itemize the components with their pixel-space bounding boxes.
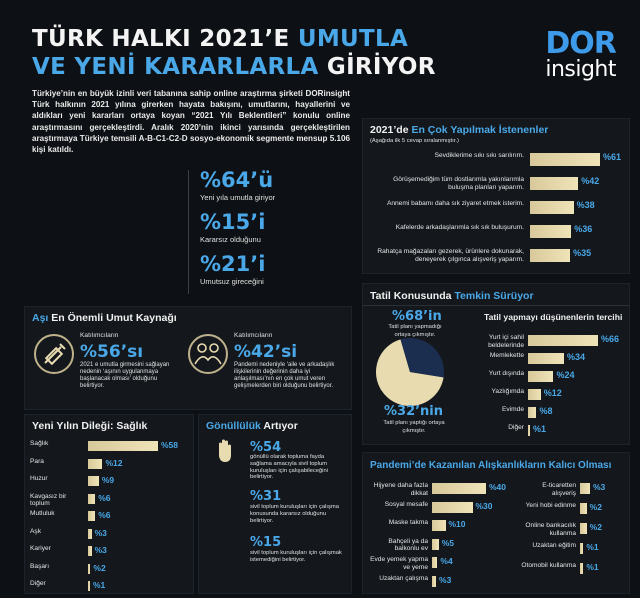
bar-label: Para xyxy=(30,457,44,465)
holiday-pie xyxy=(362,330,460,414)
bar-label: Kafelerde arkadaşlarımla sık sık buluşurum. xyxy=(395,224,524,231)
vaccine-left-text: 2021 e umutla girmesini sağlayan nedenin ‘aşının uygulanmaya başlanacak olması’ olduğunu belirtiyor. xyxy=(80,362,170,389)
outlook-label: Umutsuz gireceğini xyxy=(200,277,264,286)
bar-value: %3 xyxy=(94,545,107,555)
bar xyxy=(432,576,436,587)
bar xyxy=(88,546,92,556)
logo-bottom: insight xyxy=(545,57,616,82)
vaccine-right-pre: Katılımcıların xyxy=(234,332,273,339)
logo-top: DOR xyxy=(545,26,616,61)
vaccine-title xyxy=(32,312,177,324)
holiday-no-plan-pct: %68’in xyxy=(392,309,442,324)
bar-value: %1 xyxy=(93,580,106,590)
bar xyxy=(432,483,486,494)
top-wishes-title xyxy=(370,124,548,136)
hand-icon xyxy=(216,438,234,464)
bar-value: %38 xyxy=(576,200,595,210)
title-accent: En Çok Yapılmak İstenenler xyxy=(408,124,549,136)
bar xyxy=(528,425,530,436)
bar-value: %3 xyxy=(94,527,107,538)
bar-value: %1 xyxy=(533,424,547,434)
bar-value: %12 xyxy=(543,388,562,398)
bar-value: %2 xyxy=(93,562,106,573)
bar xyxy=(432,520,446,531)
bar-value: %2 xyxy=(589,522,602,532)
volunteer-text-2: sivil toplum kuruluşları için çalışma konusunda kararsız olduğunu belirtiyor. xyxy=(250,504,339,524)
outlook-undecided xyxy=(200,210,265,244)
bar xyxy=(580,523,587,534)
bar xyxy=(528,407,536,418)
bar-value: %3 xyxy=(439,574,452,585)
bar-label: Huzur xyxy=(30,475,48,482)
outlook-pct: %64’ü xyxy=(200,168,274,192)
bar-value: %58 xyxy=(161,440,179,450)
bar-label: Görüşemediğim tüm dostlarımla yakınlarımla buluşma planları yaparım. xyxy=(393,176,524,191)
volunteer-pct-3: %15 xyxy=(250,535,282,550)
bar-value: %3 xyxy=(593,482,606,492)
bar-label: Memlekette xyxy=(489,352,524,359)
bar xyxy=(530,249,570,262)
volunteer-pct-2: %31 xyxy=(250,489,282,504)
bar xyxy=(432,502,473,513)
bar-value: %5 xyxy=(441,537,455,548)
bar xyxy=(88,511,95,521)
bar-label: Rahatça mağazaları gezerek, ürünlere dokunarak, deneyerek çılgınca alışveriş yaparım. xyxy=(377,248,524,263)
vaccine-right-pct: %42’si xyxy=(234,342,298,362)
bar-value: %35 xyxy=(573,248,592,258)
volunteer-title xyxy=(206,420,298,432)
title-text: TÜRK HALKI 2021’E xyxy=(32,26,298,52)
volunteer-text-1: gönüllü olarak topluma fayda sağlama amacıyla sivil toplum kuruluşları için çalışabileceğini belirtiyor. xyxy=(250,454,328,481)
bar-value: %24 xyxy=(556,370,575,380)
bar xyxy=(88,459,102,469)
habits-title xyxy=(370,460,611,471)
vaccine-title-text: En Önemli Umut Kaynağı xyxy=(48,312,177,324)
bar-label: Annemi babamı daha sık ziyaret etmek isterim. xyxy=(386,200,524,207)
bar-label: Yurt içi sahil beldelerinde xyxy=(488,334,524,349)
bar-label: Bahçeli ya da balkonlu ev xyxy=(388,537,428,553)
bar-label: Evde yemek yapma ve yeme xyxy=(370,556,428,571)
title-part: Tatil Konusunda xyxy=(370,290,452,302)
bar-value: %66 xyxy=(601,334,620,344)
holiday-plan-pct: %32’nin xyxy=(384,404,444,419)
outlook-hopeful xyxy=(200,168,275,202)
bar xyxy=(530,201,574,214)
bar-label: Evimde xyxy=(502,406,524,413)
bar-label: Yazlığımda xyxy=(491,388,524,395)
bar-value: %40 xyxy=(489,482,507,492)
bar-label: Sosyal mesafe xyxy=(384,500,428,508)
vaccine-left-pct: %56’sı xyxy=(80,342,144,362)
vaccine-right-text: Pandemi nedeniyle ‘aile ve arkadaşlık ilişkilerinin değerinin daha iyi anlaşılması’nın en çok umut veren gelişmelerden biri olduğunu belirtiyor. xyxy=(234,362,335,389)
volunteer-text-3: sivil toplum kuruluşları için çalışmak istemediğini belirtiyor. xyxy=(250,550,342,563)
syringe-icon xyxy=(34,334,74,374)
bar xyxy=(528,353,564,364)
bar-label: Başarı xyxy=(30,562,50,570)
bar-value: %6 xyxy=(98,492,111,503)
bar xyxy=(580,483,590,494)
outlook-pct: %21’i xyxy=(200,252,266,276)
bar-value: %36 xyxy=(574,224,593,234)
bar xyxy=(530,177,578,190)
outlook-divider xyxy=(188,170,189,294)
bar-value: %2 xyxy=(589,502,602,512)
bar-label: Kariyer xyxy=(30,545,51,552)
bar-value: %61 xyxy=(603,152,622,162)
outlook-hopeless xyxy=(200,252,265,286)
holiday-no-plan-label: Tatil planı yapmadığı ortaya çıkmıştır. xyxy=(388,324,442,338)
vaccine-title-accent: Aşı xyxy=(32,312,49,324)
vaccine-left-pre: Katılımcıların xyxy=(80,332,119,339)
bar-label: Sağlık xyxy=(30,440,49,447)
bar-value: %6 xyxy=(98,510,111,520)
bar-value: %1 xyxy=(586,542,599,552)
bar-value: %30 xyxy=(475,500,493,511)
top-wishes-subtitle: (Aşağıda ilk 5 cevap sıralanmıştır.) xyxy=(370,138,459,144)
bar xyxy=(528,371,553,382)
bar xyxy=(432,557,437,568)
bar-value: %10 xyxy=(448,519,466,529)
bar-label: Kavgasız bir toplum xyxy=(30,492,67,508)
bar-label: Sevdiklerime sıkı sıkı sarılırım. xyxy=(434,152,524,159)
title-text: GİRİYOR xyxy=(318,54,436,80)
bar-label: Otomobil kullanma xyxy=(521,562,576,569)
bar xyxy=(88,494,95,504)
page-title-line-2 xyxy=(32,54,436,80)
bar xyxy=(88,564,90,574)
title-accent: UMUTLA xyxy=(297,26,409,52)
bar-label: Hijyene daha fazla dikkat xyxy=(373,482,428,497)
bar-label: E-ticaretten alışveriş xyxy=(542,482,576,497)
bar xyxy=(88,441,158,451)
bar-value: %42 xyxy=(581,176,600,186)
bar-value: %12 xyxy=(105,457,123,468)
title-accent: VE YENİ KARARLARLA xyxy=(32,54,319,80)
bar xyxy=(580,563,583,574)
bar xyxy=(528,389,541,400)
bar-value: %8 xyxy=(539,406,553,416)
page-title-line-1 xyxy=(32,26,408,52)
bar-value: %34 xyxy=(567,352,586,362)
bar xyxy=(88,529,92,539)
holiday-title-rule xyxy=(362,305,630,306)
bar-label: Uzaktan eğitim xyxy=(532,542,576,549)
bar-label: Diğer xyxy=(508,424,524,431)
bar-label: Uzaktan çalışma xyxy=(379,574,428,582)
bar-label: Maske takma xyxy=(388,519,428,526)
bar xyxy=(580,503,587,514)
holiday-plan-label: Tatil planı yaptığı ortaya çıkmıştır. xyxy=(383,420,445,434)
holiday-title xyxy=(370,290,534,302)
bar-label: Aşk xyxy=(30,527,41,535)
intro-paragraph: Türkiye’nin en büyük izinli veri tabanına sahip online araştırma şirketi DORinsight Türk halkının 2021 yılına girerken hayata bakışını, umutlarını, hayallerini ve aldıkları yeni kararları ortaya koyan “2021 Yılı Beklentileri” konulu online araştırmasını gerçekleştirdi. Aralık 2020’nin ikinci yarısında gerçekleştirilen araştırmaya Türkiye temsili A-B-C1-C2-D sosyo-ekonomik segmente mensup 5.106 kişi katıldı. xyxy=(32,89,350,155)
title-part: 2021’de xyxy=(370,124,409,136)
bar-value: %1 xyxy=(586,562,599,572)
bar-value: %4 xyxy=(440,556,453,566)
outlook-pct: %15’i xyxy=(200,210,266,234)
volunteer-title-accent: Gönüllülük xyxy=(206,420,261,432)
volunteer-pct-1: %54 xyxy=(250,440,282,455)
health-title: Yeni Yılın Dileği: Sağlık xyxy=(32,420,148,432)
family-icon xyxy=(188,334,228,374)
bar xyxy=(88,581,90,591)
holiday-pref-title: Tatil yapmayı düşünenlerin tercihi xyxy=(484,312,623,322)
bar xyxy=(88,476,99,486)
bar-label: Yurt dışında xyxy=(488,370,524,377)
dorinsight-logo xyxy=(545,26,616,82)
bar xyxy=(432,539,439,550)
bar-value: %9 xyxy=(101,475,115,485)
bar xyxy=(580,543,583,554)
bar-label: Yeni hobi edinme xyxy=(525,502,576,509)
bar xyxy=(530,153,600,166)
volunteer-title-text: Artıyor xyxy=(260,420,298,432)
title-accent: Temkin Sürüyor xyxy=(451,290,534,302)
bar xyxy=(530,225,571,238)
bar-label: Diğer xyxy=(30,580,46,587)
outlook-label: Kararsız olduğunu xyxy=(200,235,261,244)
bar-label: Online bankacılık kullanma xyxy=(525,522,576,537)
outlook-label: Yeni yıla umutla giriyor xyxy=(200,193,276,202)
bar-label: Mutluluk xyxy=(30,510,55,517)
habits-title-text: Pandemi’de Kazanılan Alışkanlıkların Kalıcı Olması xyxy=(370,460,612,471)
bar xyxy=(528,335,598,346)
